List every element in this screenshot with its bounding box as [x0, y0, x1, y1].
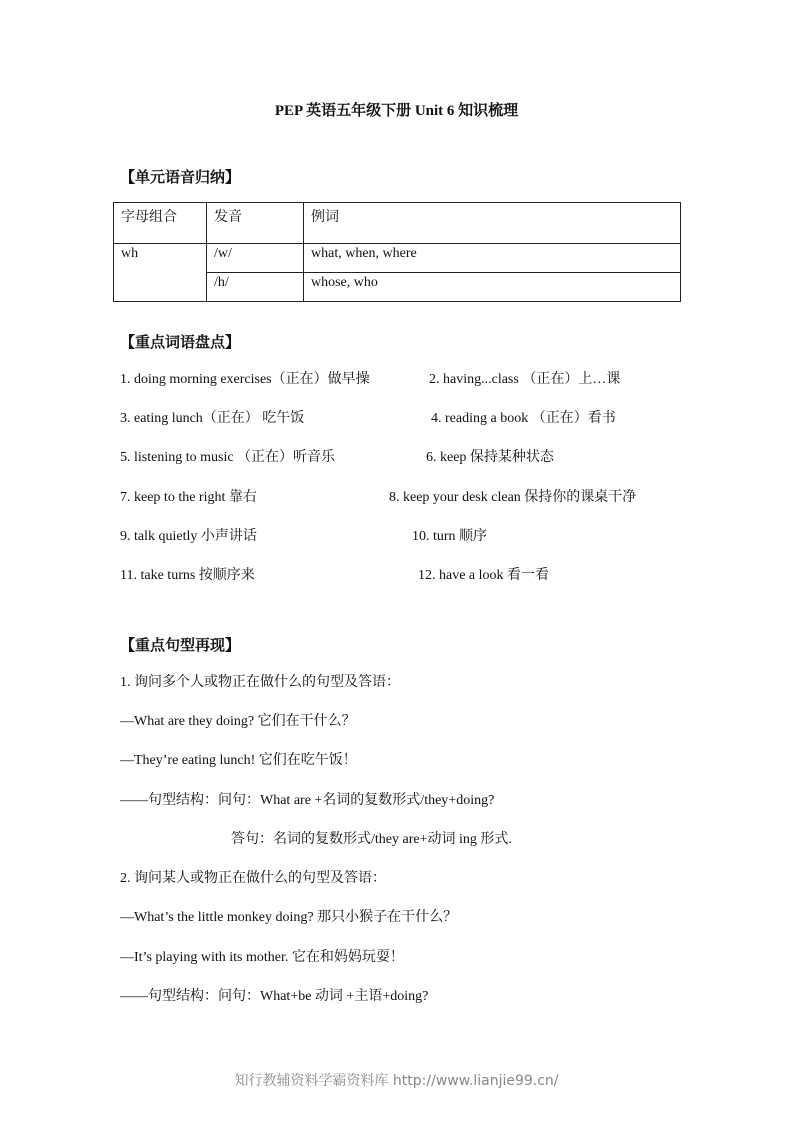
table-header-cell: 例词	[304, 203, 681, 244]
vocab-item: 6. keep 保持某种状态	[426, 450, 554, 465]
vocab-item: 9. talk quietly 小声讲话	[120, 529, 257, 544]
vocab-item: 11. take turns 按顺序来	[120, 568, 255, 583]
sentence-line: —What’s the little monkey doing? 那只小猴子在干什么？	[120, 910, 458, 925]
vocab-item: 3. eating lunch（正在） 吃午饭	[120, 411, 305, 426]
sentence-line: —It’s playing with its mother. 它在和妈妈玩耍！	[120, 950, 404, 965]
section-heading-sentences: 【重点句型再现】	[120, 636, 241, 654]
table-header-cell: 发音	[207, 203, 304, 244]
table-header-cell: 字母组合	[114, 203, 207, 244]
table-cell-examples: whose, who	[304, 273, 681, 302]
vocab-item: 7. keep to the right 靠右	[120, 490, 257, 505]
vocab-item: 12. have a look 看一看	[418, 568, 550, 583]
table-header-row	[114, 203, 681, 244]
sentence-line: 1. 询问多个人或物正在做什么的句型及答语：	[120, 675, 400, 690]
page-title: PEP 英语五年级下册 Unit 6 知识梳理	[274, 103, 519, 119]
vocab-item: 5. listening to music （正在）听音乐	[120, 450, 336, 465]
table-cell-examples: what, when, where	[304, 244, 681, 273]
sentence-line: —What are they doing? 它们在干什么？	[120, 714, 356, 729]
section-heading-phonics: 【单元语音归纳】	[120, 168, 241, 186]
sentence-line: 答句：名词的复数形式/they are+动词 ing 形式.	[231, 832, 512, 847]
sentence-line: —They’re eating lunch! 它们在吃午饭！	[120, 753, 357, 768]
vocab-item: 4. reading a book （正在）看书	[431, 411, 616, 426]
vocab-item: 1. doing morning exercises（正在）做早操	[120, 372, 370, 387]
table-cell-letter-group: wh	[114, 244, 207, 302]
sentence-line: ——句型结构：问句：What are +名词的复数形式/they+doing?	[120, 793, 495, 808]
sentence-line: 2. 询问某人或物正在做什么的句型及答语：	[120, 871, 386, 886]
table-row	[114, 244, 681, 273]
footer-watermark: 知行教辅资料学霸资料库 http://www.lianjie99.cn/	[234, 1073, 559, 1089]
section-heading-vocabulary: 【重点词语盘点】	[120, 333, 241, 351]
table-cell-sound: /h/	[207, 273, 304, 302]
vocab-item: 10. turn 顺序	[412, 529, 488, 544]
vocab-item: 2. having...class （正在）上…课	[429, 372, 621, 387]
sentence-line: ——句型结构：问句：What+be 动词 +主语+doing?	[120, 989, 429, 1004]
table-cell-sound: /w/	[207, 244, 304, 273]
phonics-table	[113, 202, 681, 302]
vocab-item: 8. keep your desk clean 保持你的课桌干净	[389, 490, 637, 505]
